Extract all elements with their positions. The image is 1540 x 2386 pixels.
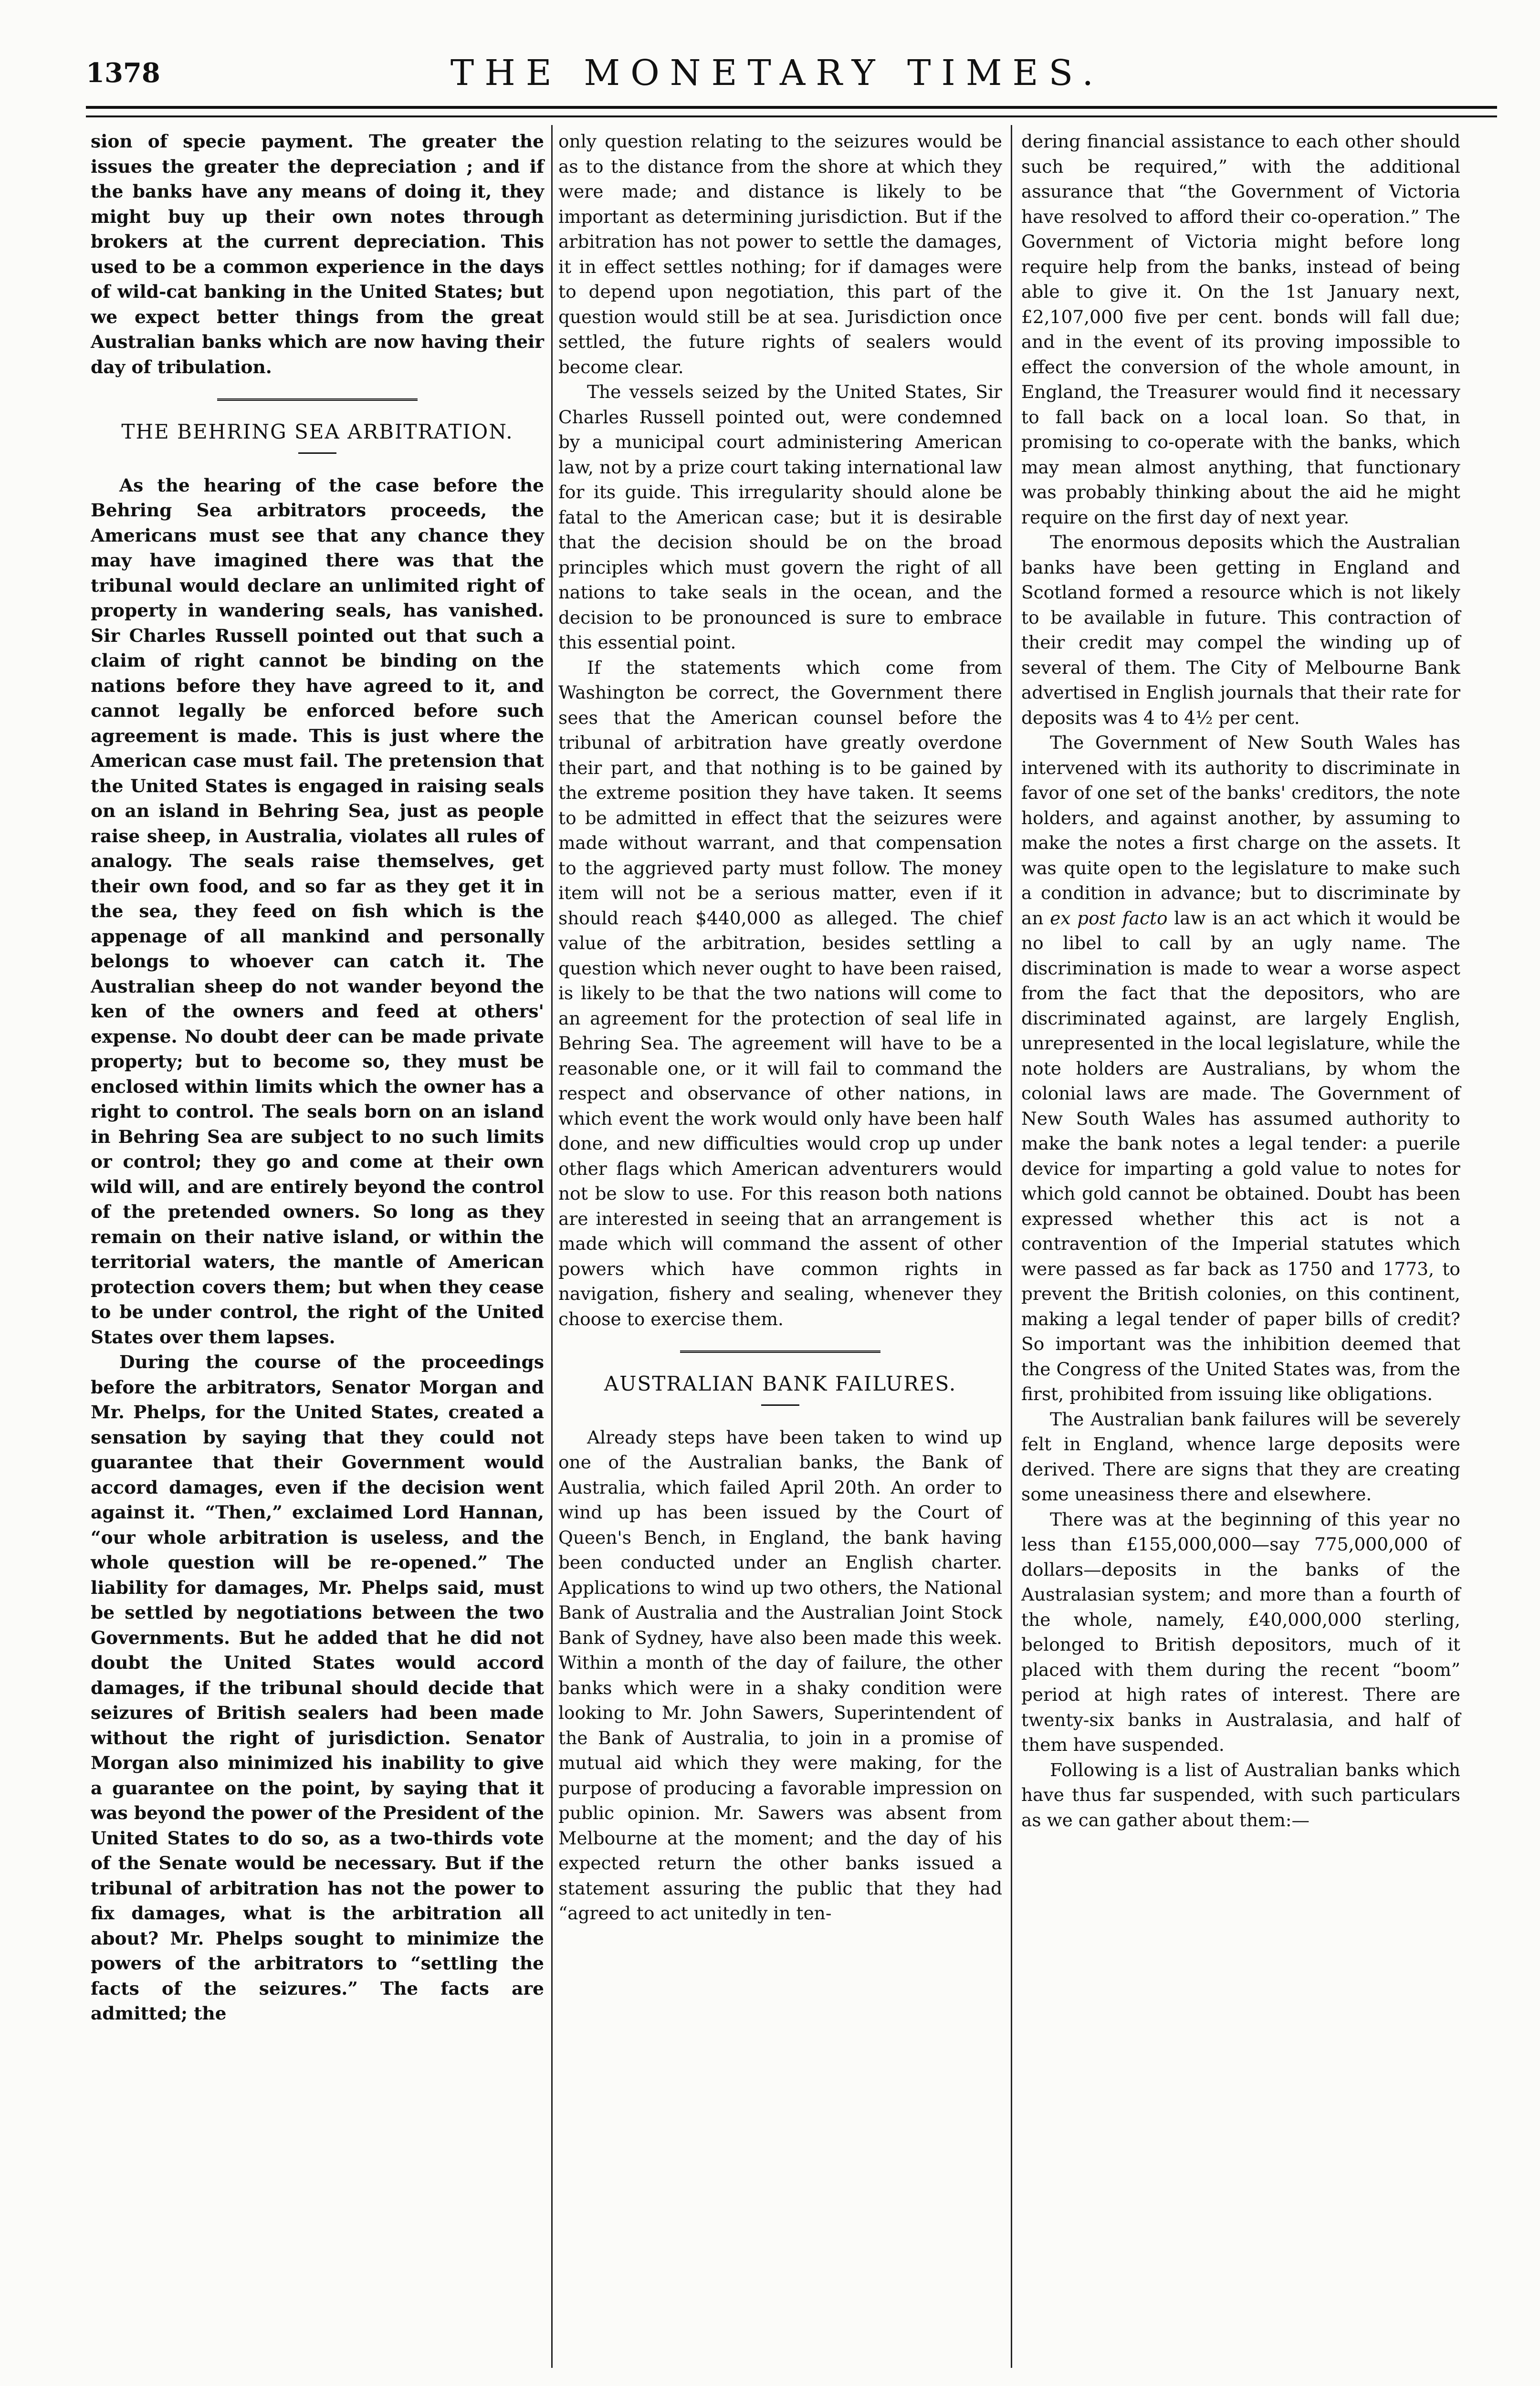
- paragraph: During the course of the proceedings before the arbitrators, Senator Morgan and Mr. Phelps, for the United States, created a sensation by saying that they could not guarantee that their Government would accord damages, even if the decision went against it. “Then,” exclaimed Lord Hannan, “our whole arbitration is useless, and the whole question will be re-opened.” The liability for damages, Mr. Phelps said, must be settled by negotiations between the two Governments. But he added that he did not doubt the United States would accord damages, if the tribunal should decide that seizures of British sealers had been made without the right of jurisdiction. Senator Morgan also minimized his inability to give a guarantee on the point, by saying that it was beyond the power of the President of the United States to do so, as a two-thirds vote of the Senate would be necessary. But if the tribunal of arbitration has not the power to fix damages, what is the arbitration all about? Mr. Phelps sought to minimize the powers of the arbitrators to “settling the facts of the seizures.” The facts are admitted; the: [91, 1351, 544, 2024]
- column-divider: [1011, 125, 1012, 2368]
- page-number: 1378: [86, 57, 160, 89]
- column-1: [91, 129, 544, 2026]
- header-rule: [86, 106, 1497, 109]
- heading-rule: [761, 1404, 799, 1406]
- paragraph: dering financial assistance to each other should such be required,” with the additional assurance that “the Government of Victoria have resolved to afford their co-operation.” The Government of Victoria might before long require help from the banks, instead of being able to give it. On the 1st January next, £2,107,000 five per cent. bonds will fall due; and in the event of its proving impossible to effect the conversion of the whole amount, in England, the Treasurer would find it necessary to fall back on a local loan. So that, in promising to co-operate with the banks, which may mean almost anything, that functionary was probably thinking about the aid he might require on the first day of next year.: [1021, 131, 1460, 528]
- text-run: law is an act which it would be no libel to call by an ugly name. The discrimination is made to wear a worse aspect from the fact that the depositors, who are discriminated against, are largely English, unrepresented in the local legislature, while the note holders are Australians, by whom the colonial laws are made. The Government of New South Wales has assumed authority to make the bank notes a legal tender: a puerile device for imparting a gold value to notes for which gold cannot be obtained. Doubt has been expressed whether this act is not a contravention of the Imperial statutes which were passed as far back as 1750 and 1773, to prevent the British colonies, on this continent, making a legal tender of paper bills of credit? So important was the inhibition deemed that the Congress of the United States was, from the first, prohibited from issuing like obligations.: [1021, 907, 1460, 1404]
- column-2: [558, 129, 1002, 1926]
- paragraph: There was at the beginning of this year no less than £155,000,000—say 775,000,000 of dollars—deposits in the banks of the Australasian system; and more than a fourth of the whole, namely, £40,000,000 sterling, belonged to British depositors, much of it placed with them during the recent “boom” period at high rates of interest. There are twenty-six banks in Australasia, and half of them have suspended.: [1021, 1508, 1460, 1755]
- section-separator: [680, 1350, 880, 1354]
- column-3: [1021, 129, 1460, 1832]
- header-rule-lower: [86, 115, 1497, 117]
- paragraph: The vessels seized by the United States, Sir Charles Russell pointed out, were condemned by a municipal court administering American law, not by a prize court taking international law for its guide. This irregularity should alone be fatal to the American case; but it is desirable that the decision should be on the broad principles which must govern the right of all nations to take seals in the ocean, and the decision to be pronounced is sure to embrace this essential point.: [558, 381, 1002, 653]
- text-run: The Government of New South Wales has intervened with its authority to discriminate in favor of one set of the banks' creditors, the note holders, and against another, by assuming to make the notes a first charge on the assets. It was quite open to the legislature to make such a condition in advance; but to discriminate by an: [1021, 732, 1460, 929]
- paragraph: Already steps have been taken to wind up one of the Australian banks, the Bank of Australia, which failed April 20th. An order to wind up has been issued by the Court of Queen's Bench, in England, the bank having been conducted under an English charter. Applications to wind up two others, the National Bank of Australia and the Australian Joint Stock Bank of Sydney, have also been made this week. Within a month of the day of failure, the other banks which were in a shaky condition were looking to Mr. John Sawers, Superintendent of the Bank of Australia, to join in a promise of mutual aid which they were making, for the purpose of producing a favorable impression on public opinion. Mr. Sawers was absent from Melbourne at the moment; and the day of his expected return the other banks issued a statement assuring the public that they had “agreed to act unitedly in ten-: [558, 1426, 1002, 1924]
- italic-phrase: ex post facto: [1050, 907, 1168, 929]
- page-header: [86, 52, 1468, 110]
- paragraph: Following is a list of Australian banks which have thus far suspended, with such particulars as we can gather about them:—: [1021, 1759, 1460, 1831]
- article-heading: THE BEHRING SEA ARBITRATION.: [121, 420, 513, 443]
- paragraph: The enormous deposits which the Australian banks have been getting in England and Scotland formed a resource which is not likely to be available in future. This contraction of their credit may compel the winding up of several of them. The City of Melbourne Bank advertised in English journals that their rate for deposits was 4 to 4½ per cent.: [1021, 532, 1460, 728]
- paragraph: [1021, 730, 1460, 1407]
- section-separator: [217, 398, 418, 402]
- paragraph: If the statements which come from Washington be correct, the Government there sees that the American counsel before the tribunal of arbitration have greatly overdone their part, and that nothing is to be gained by the extreme position they have taken. It seems to be admitted in effect that the seizures were made without warrant, and that compensation to the aggrieved party must follow. The money item will not be a serious matter, even if it should reach $440,000 as alleged. The chief value of the arbitration, besides settling a question which never ought to have been raised, is likely to be that the two nations will come to an agreement for the protection of seal life in Behring Sea. The agreement will have to be a reasonable one, or it will fail to command the respect and observance of other nations, in which event the work would only have been half done, and new difficulties would crop up under other flags which American adventurers would not be slow to use. For this reason both nations are interested in seeing that an arrangement is made which will command the assent of other powers which have common rights in navigation, fishery and sealing, whenever they choose to exercise them.: [558, 657, 1002, 1329]
- paragraph: As the hearing of the case before the Behring Sea arbitrators proceeds, the Americans must see that any chance they may have imagined there was that the tribunal would declare an unlimited right of property in wandering seals, has vanished. Sir Charles Russell pointed out that such a claim of right cannot be binding on the nations before they have agreed to it, and cannot legally be enforced before such agreement is made. This is just where the American case must fail. The pretension that the United States is engaged in raising seals on an island in Behring Sea, just as people raise sheep, in Australia, violates all rules of analogy. The seals raise themselves, get their own food, and so far as they get it in the sea, they feed on fish which is the appenage of all mankind and personally belongs to whoever can catch it. The Australian sheep do not wander beyond the ken of the owners and feed at others' expense. No doubt deer can be made private property; but to become so, they must be enclosed within limits which the owner has a right to control. The seals born on an island in Behring Sea are subject to no such limits or control; they go and come at their own wild will, and are entirely beyond the control of the pretended owners. So long as they remain on their native island, or within the territorial waters, the mantle of American protection covers them; but when they cease to be under control, the right of the United States over them lapses.: [91, 474, 544, 1348]
- article-heading: AUSTRALIAN BANK FAILURES.: [604, 1372, 957, 1395]
- heading-rule: [298, 452, 336, 454]
- masthead: THE MONETARY TIMES.: [450, 52, 1104, 94]
- paragraph: The Australian bank failures will be severely felt in England, whence large deposits were derived. There are signs that they are creating some uneasiness there and elsewhere.: [1021, 1408, 1460, 1505]
- column-divider: [551, 125, 553, 2368]
- paragraph: only question relating to the seizures would be as to the distance from the shore at which they were made; and distance is likely to be important as determining jurisdiction. But if the arbitration has not power to settle the damages, it in effect settles nothing; for if damages were to depend upon negotiation, this part of the question would still be at sea. Jurisdiction once settled, the future rights of sealers would become clear.: [558, 131, 1002, 377]
- paragraph: sion of specie payment. The greater the issues the greater the depreciation ; and if the banks have any means of doing it, they might buy up their own notes through brokers at the current depreciation. This used to be a common experience in the days of wild-cat banking in the United States; but we expect better things from the great Australian banks which are now having their day of tribulation.: [91, 131, 544, 377]
